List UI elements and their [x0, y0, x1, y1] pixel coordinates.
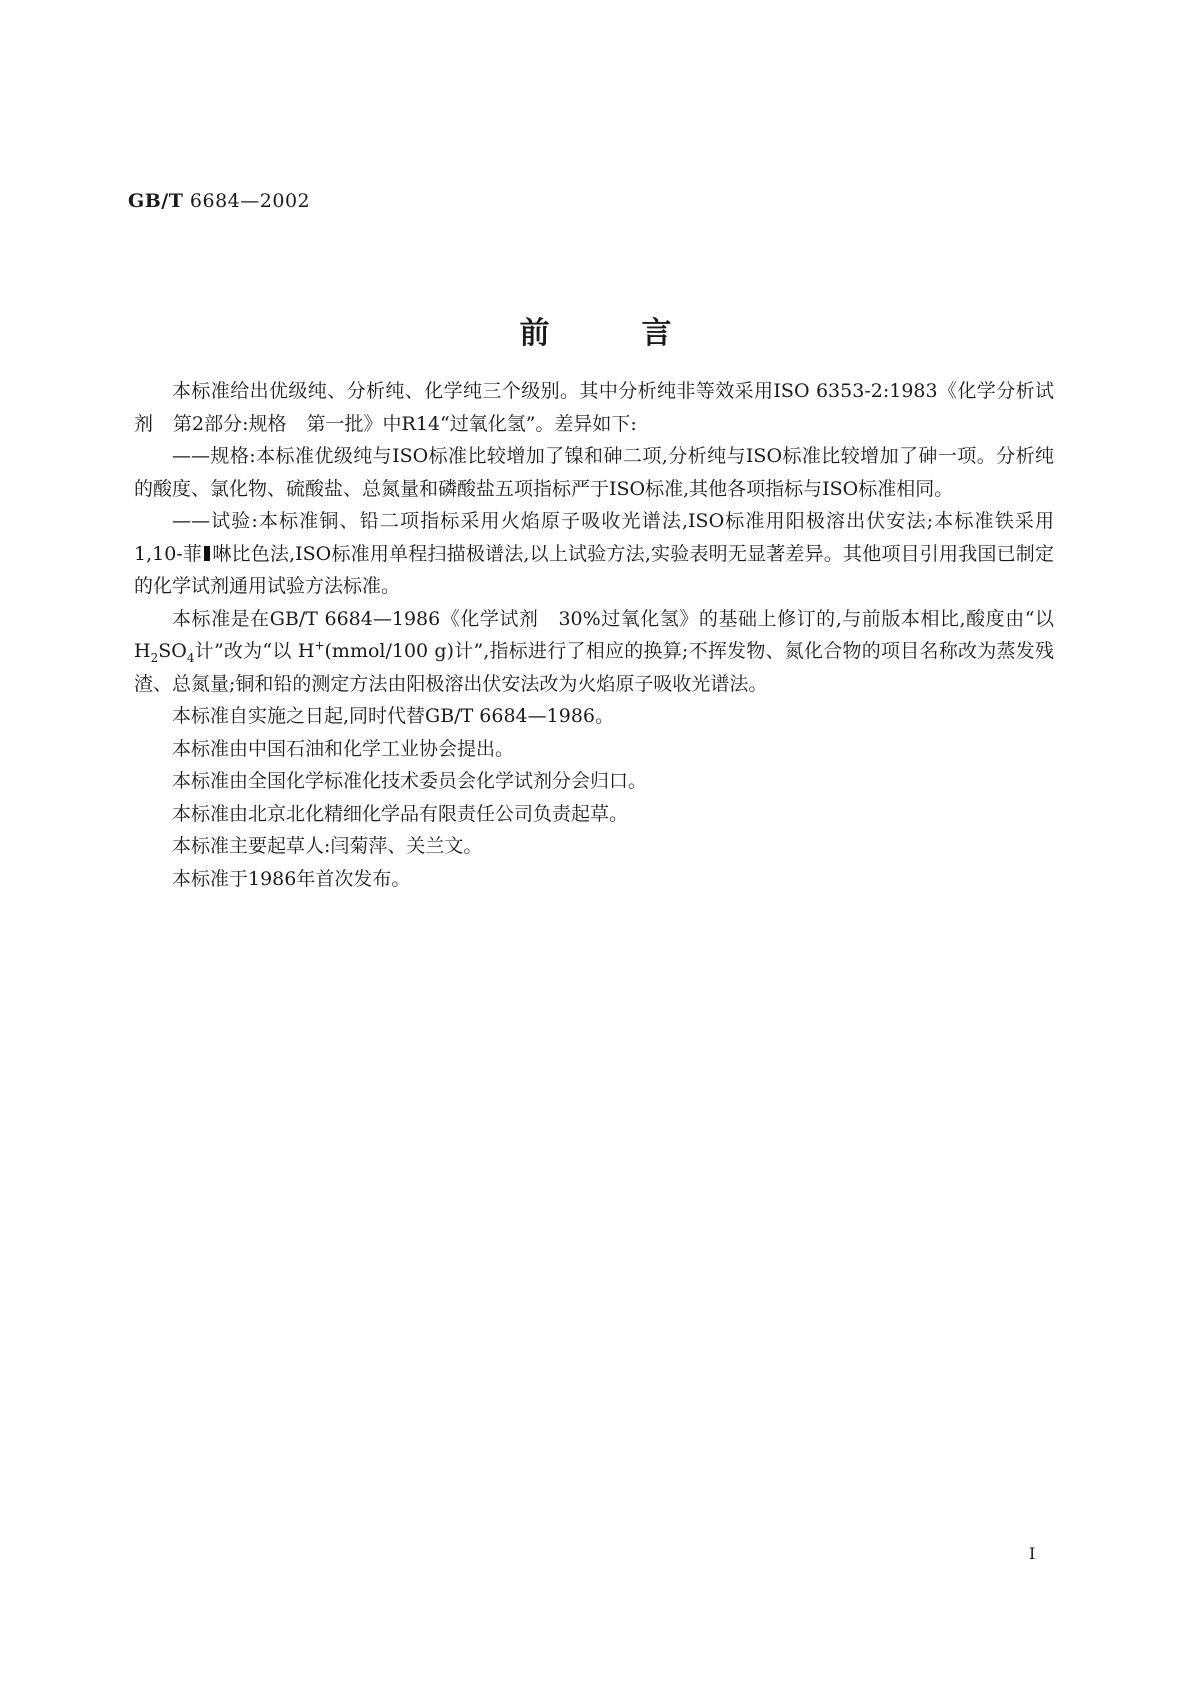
paragraph-revision-part-b: 30%过氧化氢》的基础上修订的,与前版本相比,酸度由“以 H — [134, 607, 1054, 662]
paragraph-drafting-org: 本标准由北京北化精细化学品有限责任公司负责起草。 — [172, 802, 629, 825]
page-title — [0, 308, 1191, 352]
superscript-plus: + — [314, 638, 325, 653]
paragraph-proposer: 本标准由中国石油和化学工业协会提出。 — [172, 737, 515, 760]
paragraph-intro-part-b: 第2部分:规格 — [173, 412, 287, 435]
paragraph-intro — [134, 375, 1054, 440]
paragraph-revision — [134, 603, 1054, 701]
title-char-1: 前 — [519, 316, 550, 351]
standard-prefix: GB/T — [128, 190, 184, 212]
paragraph-revision-part-c: SO — [158, 640, 187, 662]
paragraph-revision-part-d: 计”改为“以 H — [194, 640, 315, 662]
paragraph-intro-part-c: 第一批》中R14“过氧化氢”。差异如下: — [306, 412, 637, 435]
title-char-2: 言 — [641, 316, 672, 351]
paragraph-first-release: 本标准于1986年首次发布。 — [172, 867, 411, 890]
paragraph-testing-part-a: ——试验:本标准铜、铅二项指标采用火焰原子吸收光谱法,ISO标准用阳极溶出伏安法;本标准铁采用1,10-菲 — [134, 510, 1054, 565]
foreword-body — [134, 375, 1054, 895]
paragraph-drafters: 本标准主要起草人:闫菊萍、关兰文。 — [172, 835, 483, 857]
paragraph-revision-part-e: (mmol/100 g)计”,指标进行了相应的换算;不挥发物、氮化合物的项目名称改为蒸发残渣、总氮量;铜和铅的测定方法由阳极溶出伏安法改为火焰原子吸收光谱法。 — [134, 640, 1054, 695]
paragraph-replacement: 本标准自实施之日起,同时代替GB/T 6684—1986。 — [172, 705, 615, 727]
standard-number: 6684—2002 — [189, 190, 311, 212]
paragraph-intro-part-a: 本标准给出优级纯、分析纯、化学纯三个级别。其中分析纯非等效采用ISO 6353-2:1983《化学分析试剂 — [134, 380, 1054, 435]
paragraph-committee: 本标准由全国化学标准化技术委员会化学试剂分会归口。 — [172, 770, 648, 792]
paragraph-specification: ——规格:本标准优级纯与ISO标准比较增加了镍和砷二项,分析纯与ISO标准比较增加了砷一项。分析纯的酸度、氯化物、硫酸盐、总氮量和磷酸盐五项指标严于ISO标准,其他各项指标与ISO标准相同。 — [134, 445, 1054, 500]
subscript-4: 4 — [186, 650, 195, 665]
redaction-mark — [204, 546, 210, 561]
subscript-2: 2 — [150, 650, 159, 665]
paragraph-testing — [134, 505, 1054, 603]
page-number: I — [1029, 1544, 1036, 1563]
paragraph-testing-part-b: 啉比色法,ISO标准用单程扫描极谱法,以上试验方法,实验表明无显著差异。其他项目引用我国已制定的化学试剂通用试验方法标准。 — [134, 542, 1054, 597]
paragraph-revision-part-a: 本标准是在GB/T 6684—1986《化学试剂 — [172, 607, 539, 630]
standard-header — [128, 190, 310, 212]
